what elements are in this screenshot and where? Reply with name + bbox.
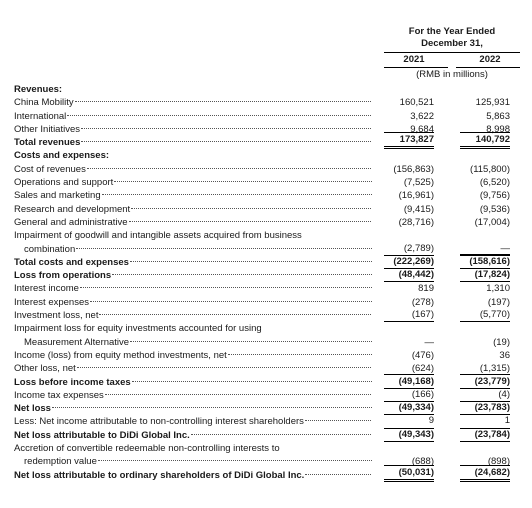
value-2021: (48,442) — [384, 268, 434, 282]
year-underline — [456, 67, 520, 68]
row-label-continuation: Measurement Alternative — [14, 337, 130, 348]
row-label-text: Net loss attributable to DiDi Global Inc. — [14, 429, 190, 441]
row-label-text: Loss before income taxes — [14, 376, 131, 388]
value-2022: 36 — [499, 349, 510, 361]
value-2021: (156,863) — [393, 163, 434, 175]
dot-leader — [77, 367, 372, 368]
dot-leader — [76, 248, 372, 249]
header-title-line1: For the Year Ended — [408, 26, 496, 37]
row-label — [14, 269, 372, 282]
row-label-text: Sales and marketing — [14, 190, 101, 202]
value-2021: 160,521 — [399, 97, 434, 109]
row-label — [14, 282, 372, 295]
table-row — [14, 110, 520, 123]
value-2021: (688) — [411, 456, 434, 468]
value-2021: 819 — [418, 283, 434, 295]
row-label-text: Impairment of goodwill and intangible assets acquired from business — [14, 230, 302, 242]
row-label — [14, 389, 372, 402]
row-label — [14, 149, 372, 162]
dot-leader — [52, 407, 372, 408]
row-label-text: Total costs and expenses — [14, 256, 129, 268]
row-label — [14, 203, 372, 216]
value-2021: (9,415) — [403, 203, 434, 215]
table-row — [14, 216, 520, 229]
row-label-text: Research and development — [14, 203, 131, 215]
value-2022: — — [460, 242, 510, 256]
value-2022: (17,004) — [474, 216, 510, 228]
row-label — [14, 229, 372, 256]
table-row — [14, 349, 520, 362]
value-2022: (898) — [487, 456, 510, 468]
value-2021: (624) — [411, 363, 434, 375]
income-statement-table — [14, 83, 520, 482]
table-row — [14, 96, 520, 109]
value-2022: 1 — [460, 414, 510, 428]
value-2021: (49,334) — [384, 401, 434, 415]
table-row — [14, 123, 520, 136]
value-2021: — — [424, 336, 434, 348]
dot-leader — [105, 394, 372, 395]
row-label-text: Income tax expenses — [14, 389, 104, 401]
value-2022: (6,520) — [479, 177, 510, 189]
row-label-text: Income (loss) from equity method investments, net — [14, 349, 227, 361]
dot-leader — [98, 460, 372, 461]
table-row — [14, 256, 520, 269]
value-2022: (24,682) — [460, 465, 510, 482]
table-row — [14, 402, 520, 415]
dot-leader — [305, 420, 372, 421]
value-2021: (50,031) — [384, 465, 434, 482]
row-label-text: Total revenues — [14, 137, 81, 149]
value-2022: 1,310 — [486, 283, 510, 295]
dot-leader — [305, 474, 372, 475]
dot-leader — [130, 261, 372, 262]
row-label-text: Interest expenses — [14, 296, 89, 308]
dot-leader — [131, 208, 372, 209]
row-label — [14, 376, 372, 389]
row-label-text: Cost of revenues — [14, 163, 86, 175]
row-label-text: Loss from operations — [14, 270, 112, 282]
dot-leader — [90, 301, 372, 302]
row-label — [14, 176, 372, 189]
row-label — [14, 110, 372, 123]
value-2022: (17,824) — [460, 268, 510, 282]
dot-leader — [129, 221, 372, 222]
table-row — [14, 136, 520, 149]
dot-leader — [112, 274, 372, 275]
value-2021: (222,269) — [384, 255, 434, 269]
row-label — [14, 163, 372, 176]
row-label — [14, 123, 372, 136]
value-2022: 5,863 — [486, 110, 510, 122]
table-row — [14, 83, 520, 96]
table-row — [14, 429, 520, 442]
value-2021: (166) — [384, 388, 434, 402]
value-2021: 3,622 — [410, 110, 434, 122]
value-2021: (16,961) — [398, 190, 434, 202]
row-label — [14, 83, 372, 96]
year-headers — [384, 53, 520, 67]
row-label-text: Other Initiatives — [14, 123, 80, 135]
row-label-text: Interest income — [14, 283, 79, 295]
dot-leader — [87, 168, 372, 169]
row-label-continuation: redemption value — [14, 456, 98, 467]
value-2022: 125,931 — [475, 97, 510, 109]
row-label-text: Other loss, net — [14, 363, 76, 375]
table-row — [14, 309, 520, 322]
value-2022: (1,315) — [479, 363, 510, 375]
value-2022: (23,779) — [460, 374, 510, 389]
row-label — [14, 469, 372, 482]
row-label-text: Costs and expenses: — [14, 150, 110, 162]
table-row — [14, 269, 520, 282]
row-label — [14, 296, 372, 309]
row-label-text: Net loss — [14, 403, 51, 415]
row-label-text: Accretion of convertible redeemable non-controlling interests to — [14, 443, 280, 455]
value-2021: (278) — [411, 296, 434, 308]
row-label — [14, 442, 372, 469]
value-2022: (5,770) — [460, 308, 510, 322]
table-row — [14, 442, 520, 469]
value-2021: (2,789) — [384, 242, 434, 256]
dot-leader — [102, 194, 372, 195]
table-row — [14, 163, 520, 176]
row-label — [14, 189, 372, 202]
year-underline — [384, 67, 448, 68]
header-title-line2: December 31, — [421, 38, 483, 49]
value-2021: 9,684 — [410, 123, 434, 135]
value-2022: (9,536) — [479, 203, 510, 215]
row-label — [14, 362, 372, 375]
dot-leader — [81, 128, 372, 129]
table-row — [14, 282, 520, 295]
row-label-text: Operations and support — [14, 177, 114, 189]
value-2021: (49,168) — [384, 374, 434, 389]
table-row — [14, 322, 520, 349]
value-2021: (7,525) — [403, 177, 434, 189]
value-2021: 173,827 — [384, 132, 434, 149]
row-label — [14, 96, 372, 109]
value-2021: 9 — [384, 414, 434, 428]
row-label — [14, 415, 372, 428]
row-label-text: Investment loss, net — [14, 310, 99, 322]
row-label — [14, 349, 372, 362]
row-label-text: General and administrative — [14, 216, 128, 228]
year-2021: 2021 — [403, 54, 425, 65]
row-label — [14, 256, 372, 269]
dot-leader — [228, 354, 372, 355]
value-2022: (115,800) — [470, 163, 510, 175]
dot-leader — [81, 141, 372, 142]
row-label — [14, 429, 372, 442]
row-label-text: China Mobility — [14, 97, 74, 109]
table-row — [14, 376, 520, 389]
dot-leader — [67, 115, 372, 116]
unit-label: (RMB in millions) — [416, 69, 488, 80]
dot-leader — [99, 314, 372, 315]
row-label-text: International — [14, 110, 67, 122]
row-label — [14, 216, 372, 229]
dot-leader — [114, 181, 372, 182]
table-row — [14, 362, 520, 375]
table-row — [14, 149, 520, 162]
row-label — [14, 309, 372, 322]
row-label-text: Revenues: — [14, 84, 63, 95]
dot-leader — [191, 434, 372, 435]
table-row — [14, 466, 520, 482]
value-2022: (9,756) — [479, 190, 510, 202]
dot-leader — [80, 287, 372, 288]
value-2021: (28,716) — [398, 216, 434, 228]
table-row — [14, 203, 520, 216]
value-2022: (23,783) — [460, 401, 510, 415]
row-label-continuation: combination — [14, 244, 76, 255]
row-label — [14, 322, 372, 349]
value-2021: (167) — [384, 308, 434, 322]
row-label — [14, 136, 372, 149]
value-2022: (19) — [493, 336, 510, 348]
table-row — [14, 189, 520, 202]
row-label-text: Net loss attributable to ordinary shareholders of DiDi Global Inc. — [14, 469, 305, 481]
row-label-text: Impairment loss for equity investments accounted for using — [14, 323, 262, 335]
table-row — [14, 296, 520, 309]
row-label-text: Less: Net income attributable to non-controlling interest shareholders — [14, 416, 304, 428]
dot-leader — [130, 341, 372, 342]
value-2021: (49,343) — [384, 428, 434, 442]
table-row — [14, 415, 520, 428]
table-row — [14, 176, 520, 189]
row-label — [14, 402, 372, 415]
value-2022: (4) — [460, 388, 510, 402]
value-2022: 140,792 — [460, 132, 510, 149]
dot-leader — [132, 381, 372, 382]
value-2022: 8,998 — [486, 123, 510, 135]
table-row — [14, 389, 520, 402]
table-row — [14, 229, 520, 256]
value-2022: (158,616) — [460, 254, 510, 269]
year-2022: 2022 — [479, 54, 501, 65]
value-2021: (476) — [411, 349, 434, 361]
value-2022: (197) — [487, 296, 510, 308]
value-2022: (23,784) — [460, 428, 510, 442]
column-header — [384, 26, 520, 80]
dot-leader — [75, 101, 372, 102]
